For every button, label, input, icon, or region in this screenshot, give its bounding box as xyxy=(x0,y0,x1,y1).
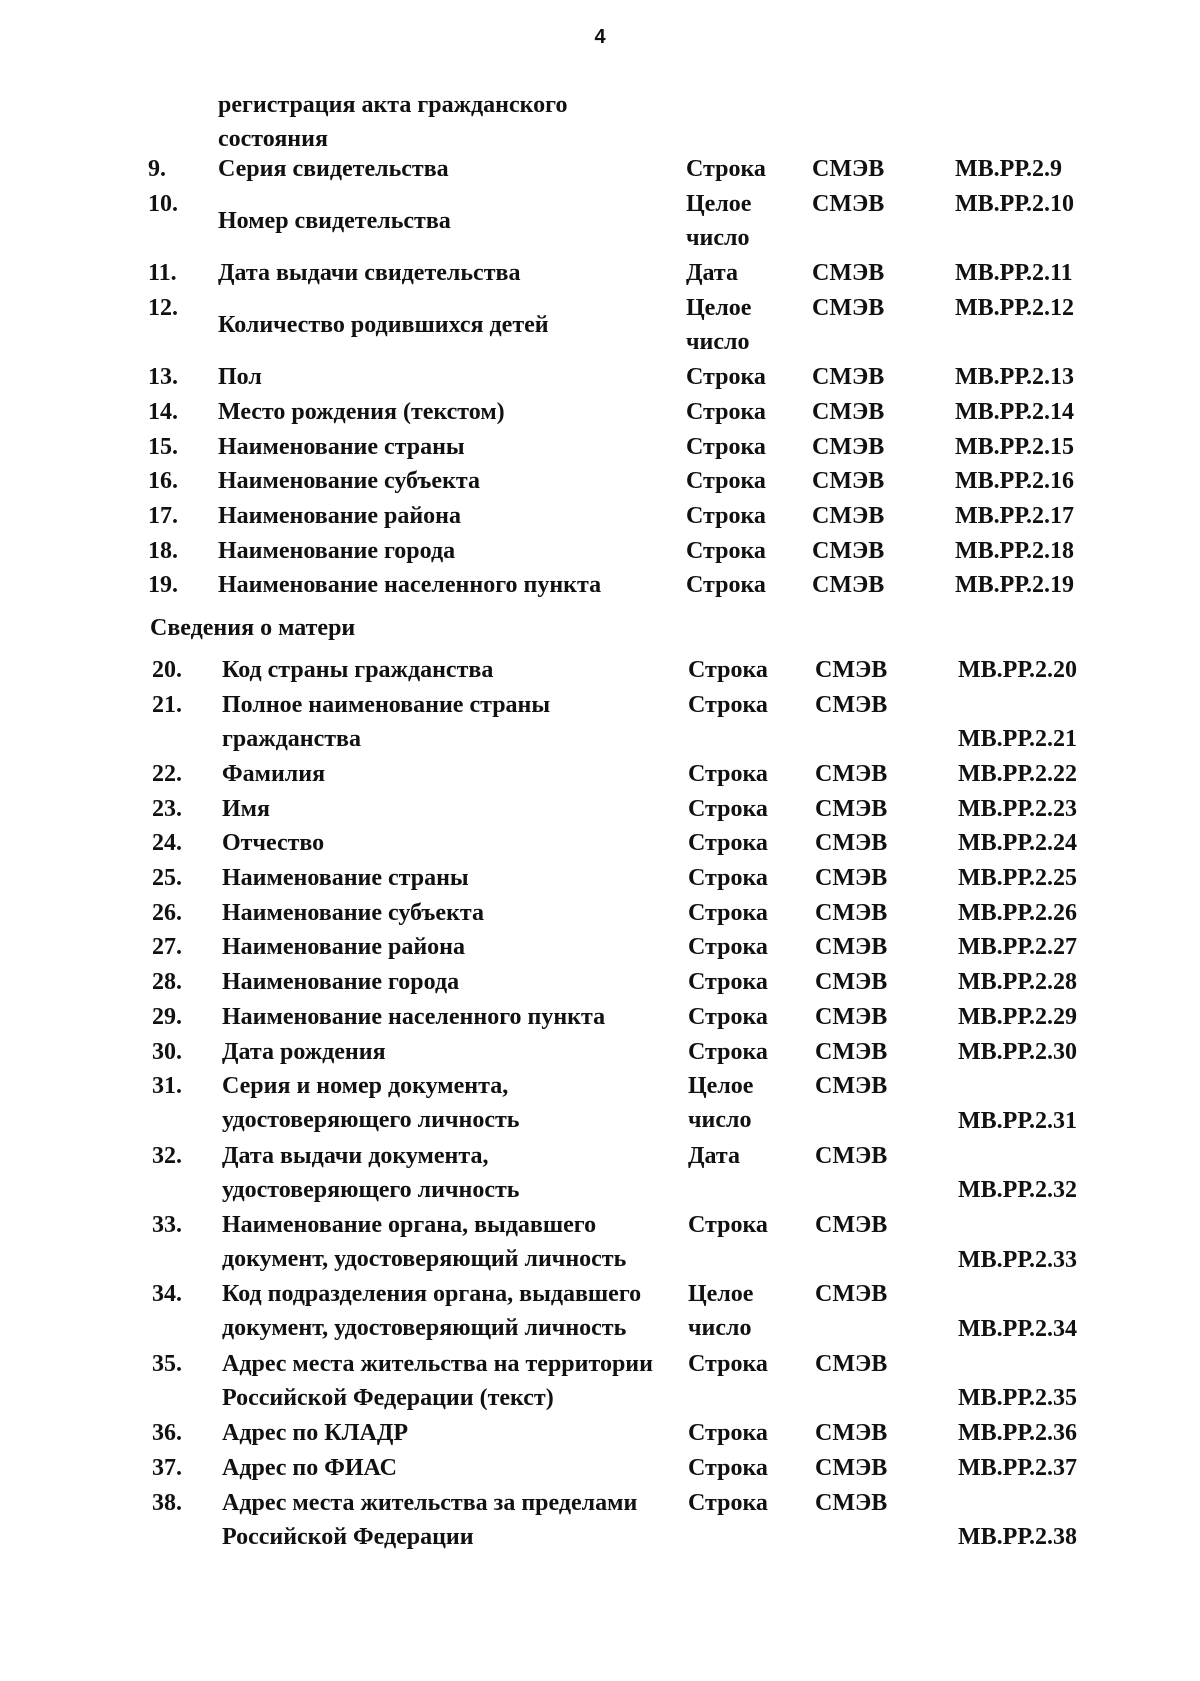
row-number: 37. xyxy=(152,1454,182,1481)
row-source: СМЭВ xyxy=(815,899,888,926)
row-source: СМЭВ xyxy=(815,1420,888,1447)
page-number: 4 xyxy=(594,26,606,48)
row-number: 13. xyxy=(148,364,178,391)
table-row xyxy=(0,930,1200,965)
table-row xyxy=(0,256,1200,291)
row-data-type: Строка xyxy=(688,830,768,857)
row-number: 23. xyxy=(152,795,182,822)
table-section-b xyxy=(0,653,1200,1555)
row-attribute-name: Имя xyxy=(222,795,270,822)
row-code: МВ.РР.2.38 xyxy=(958,1524,1077,1551)
row-attribute-name: Код страны гражданства xyxy=(222,656,494,683)
row-number: 17. xyxy=(148,502,178,529)
row-code: МВ.РР.2.29 xyxy=(958,1003,1077,1030)
table-row xyxy=(0,1347,1200,1416)
row-data-type: Целое число xyxy=(686,190,752,251)
table-row xyxy=(0,792,1200,827)
row-number: 28. xyxy=(152,969,182,996)
row-source: СМЭВ xyxy=(812,572,885,599)
row-code: МВ.РР.2.18 xyxy=(955,537,1074,564)
table-row xyxy=(0,1139,1200,1208)
row-code: МВ.РР.2.11 xyxy=(955,260,1073,287)
table-row xyxy=(0,896,1200,931)
row-attribute-name: Наименование субъекта xyxy=(218,468,480,495)
row-code: МВ.РР.2.10 xyxy=(955,190,1074,217)
row-attribute-name: Наименование города xyxy=(222,969,460,996)
row-source: СМЭВ xyxy=(812,364,885,391)
row-source: СМЭВ xyxy=(815,1038,888,1065)
row-source: СМЭВ xyxy=(812,537,885,564)
table-row xyxy=(0,464,1200,499)
row-data-type: Дата xyxy=(686,260,738,287)
table-row xyxy=(0,757,1200,792)
row-source: СМЭВ xyxy=(815,865,888,892)
row-code: МВ.РР.2.24 xyxy=(958,830,1077,857)
table-row xyxy=(0,1486,1200,1555)
row-number: 32. xyxy=(152,1142,182,1169)
table-row xyxy=(0,1000,1200,1035)
row-number: 21. xyxy=(152,691,182,718)
row-data-type: Целое число xyxy=(688,1281,754,1342)
table-row xyxy=(0,395,1200,430)
row-data-type: Строка xyxy=(686,468,766,495)
row-source: СМЭВ xyxy=(815,761,888,788)
row-data-type: Строка xyxy=(688,1038,768,1065)
row-number: 38. xyxy=(152,1489,182,1516)
row-data-type: Строка xyxy=(688,969,768,996)
row-source: СМЭВ xyxy=(815,1142,888,1169)
table-row xyxy=(0,1451,1200,1486)
row-data-type: Строка xyxy=(688,1454,768,1481)
table-row xyxy=(0,688,1200,757)
row-data-type: Строка xyxy=(688,1003,768,1030)
row-data-type: Строка xyxy=(686,364,766,391)
row-number: 24. xyxy=(152,830,182,857)
row-attribute-name: Адрес по КЛАДР xyxy=(222,1420,409,1447)
row-data-type: Строка xyxy=(688,899,768,926)
row-code: МВ.РР.2.12 xyxy=(955,294,1074,321)
row-source: СМЭВ xyxy=(815,691,888,718)
row-code: МВ.РР.2.30 xyxy=(958,1038,1077,1065)
row-source: СМЭВ xyxy=(812,398,885,425)
row-attribute-name: Отчество xyxy=(222,830,325,857)
row-data-type: Строка xyxy=(686,398,766,425)
row-code: МВ.РР.2.9 xyxy=(955,156,1062,182)
table-row xyxy=(0,1035,1200,1070)
row-attribute-name: Серия свидетельства xyxy=(218,156,449,182)
row-attribute-name: Полное наименование страны гражданства xyxy=(222,691,551,752)
table-row xyxy=(0,568,1200,603)
row-data-type: Строка xyxy=(686,433,766,460)
table-row xyxy=(0,1069,1200,1138)
table-row xyxy=(0,152,1200,187)
row-number: 15. xyxy=(148,433,178,460)
row-code: МВ.РР.2.25 xyxy=(958,865,1077,892)
row-code: МВ.РР.2.17 xyxy=(955,502,1074,529)
row-number: 30. xyxy=(152,1038,182,1065)
table-row xyxy=(0,1416,1200,1451)
row-attribute-name: Дата выдачи свидетельства xyxy=(218,260,521,287)
row-source: СМЭВ xyxy=(815,969,888,996)
row-source: СМЭВ xyxy=(815,1212,888,1239)
table-row xyxy=(0,861,1200,896)
row-source: СМЭВ xyxy=(815,830,888,857)
row-code: МВ.РР.2.19 xyxy=(955,572,1074,599)
row-data-type: Дата xyxy=(688,1142,740,1169)
row-data-type: Строка xyxy=(688,1212,768,1239)
row-attribute-name: Дата рождения xyxy=(222,1038,386,1065)
table-row xyxy=(0,653,1200,688)
row-code: МВ.РР.2.20 xyxy=(958,656,1077,683)
row-source: СМЭВ xyxy=(815,1073,888,1100)
row-attribute-name: Наименование населенного пункта xyxy=(218,572,602,599)
row-code: МВ.РР.2.37 xyxy=(958,1454,1077,1481)
table-row xyxy=(0,187,1200,256)
row-source: СМЭВ xyxy=(815,1003,888,1030)
row-data-type: Строка xyxy=(688,761,768,788)
row-attribute-name: Наименование населенного пункта xyxy=(222,1003,606,1030)
row-source: СМЭВ xyxy=(815,1489,888,1516)
row-number: 35. xyxy=(152,1350,182,1377)
table-row xyxy=(0,291,1200,360)
row-source: СМЭВ xyxy=(812,502,885,529)
row-code: МВ.РР.2.15 xyxy=(955,433,1074,460)
row-code: МВ.РР.2.26 xyxy=(958,899,1077,926)
continued-row-text xyxy=(218,88,658,156)
row-attribute-name: Адрес по ФИАС xyxy=(222,1454,397,1481)
row-attribute-name: Адрес места жительства на территории Российской Федерации (текст) xyxy=(222,1350,653,1411)
table-row xyxy=(0,499,1200,534)
row-code: МВ.РР.2.27 xyxy=(958,934,1077,961)
row-number: 25. xyxy=(152,865,182,892)
row-code: МВ.РР.2.35 xyxy=(958,1385,1077,1412)
row-attribute-name: Наименование города xyxy=(218,537,456,564)
row-attribute-name: Наименование района xyxy=(222,934,465,961)
row-attribute-name: Пол xyxy=(218,364,262,391)
row-code: МВ.РР.2.23 xyxy=(958,795,1077,822)
row-code: МВ.РР.2.13 xyxy=(955,364,1074,391)
table-row xyxy=(0,430,1200,465)
row-data-type: Строка xyxy=(688,691,768,718)
section-heading-mother: Сведения о матери xyxy=(150,614,356,641)
row-data-type: Строка xyxy=(688,1489,768,1516)
continued-row-line: регистрация акта гражданского xyxy=(218,92,568,118)
row-source: СМЭВ xyxy=(815,656,888,683)
row-code: МВ.РР.2.22 xyxy=(958,761,1077,788)
row-number: 36. xyxy=(152,1420,182,1447)
row-source: СМЭВ xyxy=(812,190,885,217)
table-row xyxy=(0,1208,1200,1277)
row-code: МВ.РР.2.16 xyxy=(955,468,1074,495)
row-source: СМЭВ xyxy=(815,934,888,961)
row-number: 27. xyxy=(152,934,182,961)
row-number: 19. xyxy=(148,572,178,599)
row-attribute-name: Код подразделения органа, выдавшего документ, удостоверяющий личность xyxy=(222,1281,642,1342)
row-data-type: Строка xyxy=(688,865,768,892)
row-source: СМЭВ xyxy=(815,795,888,822)
row-number: 9. xyxy=(148,156,166,182)
row-attribute-name: Наименование страны xyxy=(222,865,469,892)
row-number: 33. xyxy=(152,1212,182,1239)
row-number: 12. xyxy=(148,294,178,321)
row-code: МВ.РР.2.34 xyxy=(958,1316,1077,1343)
row-source: СМЭВ xyxy=(812,294,885,321)
row-number: 29. xyxy=(152,1003,182,1030)
row-data-type: Строка xyxy=(688,934,768,961)
row-attribute-name: Дата выдачи документа, удостоверяющего личность xyxy=(222,1142,520,1203)
row-code: МВ.РР.2.21 xyxy=(958,726,1077,753)
row-data-type: Строка xyxy=(686,156,766,182)
row-source: СМЭВ xyxy=(815,1350,888,1377)
row-number: 10. xyxy=(148,190,178,217)
row-source: СМЭВ xyxy=(812,260,885,287)
row-data-type: Целое число xyxy=(686,294,752,355)
row-number: 22. xyxy=(152,761,182,788)
row-number: 16. xyxy=(148,468,178,495)
row-attribute-name: Номер свидетельства xyxy=(218,207,451,234)
row-data-type: Строка xyxy=(688,1420,768,1447)
row-number: 18. xyxy=(148,537,178,564)
row-code: МВ.РР.2.14 xyxy=(955,398,1074,425)
table-row xyxy=(0,1277,1200,1346)
table-section-a xyxy=(0,152,1200,603)
row-data-type: Строка xyxy=(686,537,766,564)
row-data-type: Целое число xyxy=(688,1073,754,1134)
row-source: СМЭВ xyxy=(812,433,885,460)
row-code: МВ.РР.2.36 xyxy=(958,1420,1077,1447)
row-source: СМЭВ xyxy=(815,1281,888,1308)
row-attribute-name: Наименование субъекта xyxy=(222,899,484,926)
table-row xyxy=(0,826,1200,861)
attributes-table xyxy=(0,152,1200,1555)
table-row xyxy=(0,534,1200,569)
table-row xyxy=(0,965,1200,1000)
row-attribute-name: Место рождения (текстом) xyxy=(218,398,505,425)
row-number: 20. xyxy=(152,656,182,683)
row-attribute-name: Фамилия xyxy=(222,761,326,788)
row-attribute-name: Адрес места жительства за пределами Российской Федерации xyxy=(222,1489,638,1550)
table-row xyxy=(0,360,1200,395)
row-data-type: Строка xyxy=(688,1350,768,1377)
row-data-type: Строка xyxy=(688,795,768,822)
row-code: МВ.РР.2.31 xyxy=(958,1107,1077,1134)
row-number: 34. xyxy=(152,1281,182,1308)
row-number: 31. xyxy=(152,1073,182,1100)
row-attribute-name: Наименование страны xyxy=(218,433,465,460)
row-code: МВ.РР.2.28 xyxy=(958,969,1077,996)
continued-row-line: состояния xyxy=(218,126,328,152)
row-data-type: Строка xyxy=(688,656,768,683)
row-source: СМЭВ xyxy=(812,468,885,495)
row-number: 14. xyxy=(148,398,178,425)
row-number: 26. xyxy=(152,899,182,926)
row-data-type: Строка xyxy=(686,502,766,529)
row-source: СМЭВ xyxy=(815,1454,888,1481)
row-source: СМЭВ xyxy=(812,156,885,182)
row-code: МВ.РР.2.33 xyxy=(958,1246,1077,1273)
row-number: 11. xyxy=(148,260,177,287)
row-data-type: Строка xyxy=(686,572,766,599)
row-attribute-name: Серия и номер документа, удостоверяющего личность xyxy=(222,1073,520,1134)
row-attribute-name: Наименование района xyxy=(218,502,461,529)
row-attribute-name: Количество родившихся детей xyxy=(218,311,549,338)
row-attribute-name: Наименование органа, выдавшего документ, удостоверяющий личность xyxy=(222,1212,627,1273)
row-code: МВ.РР.2.32 xyxy=(958,1177,1077,1204)
